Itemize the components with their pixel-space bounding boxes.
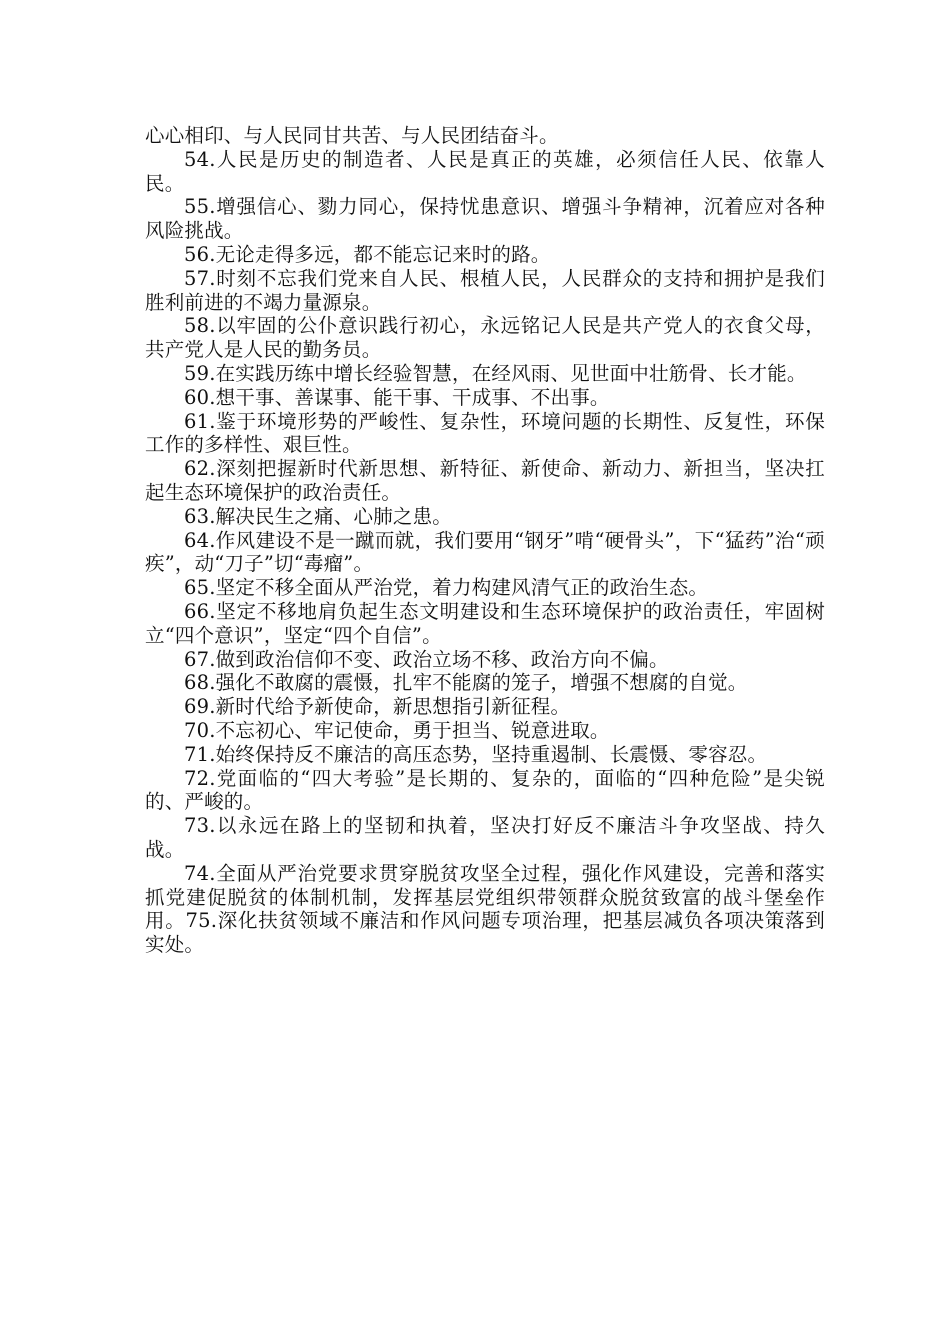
paragraph-74-75: 74.全面从严治党要求贯穿脱贫攻坚全过程，强化作风建设，完善和落实抓党建促脱贫的体制机制，发挥基层党组织带领群众脱贫致富的战斗堡垒作用。75.深化扶贫领域不廉洁和作风问题专项治理，把基层减负各项决策落到实处。 (145, 861, 825, 957)
paragraph-69: 69.新时代给予新使命，新思想指引新征程。 (184, 695, 571, 719)
paragraph-54: 54.人民是历史的制造者、人民是真正的英雄，必须信任人民、依靠人民。 (145, 147, 825, 195)
paragraph-55: 55.增强信心、勠力同心，保持忧患意识、增强斗争精神，沉着应对各种风险挑战。 (145, 195, 825, 243)
paragraph-73: 73.以永远在路上的坚韧和执着，坚决打好反不廉洁斗争攻坚战、持久战。 (145, 814, 825, 861)
paragraph-57: 57.时刻不忘我们党来自人民、根植人民，人民群众的支持和拥护是我们胜利前进的不竭力量源泉。 (145, 266, 825, 314)
document-body (145, 124, 825, 957)
paragraph-68: 68.强化不敢腐的震慑，扎牢不能腐的笼子，增强不想腐的自觉。 (184, 671, 748, 695)
paragraph-63: 63.解决民生之痛、心肺之患。 (184, 504, 453, 528)
paragraph-72: 72.党面临的“四大考验”是长期的、复杂的，面临的“四种危险”是尖锐的、严峻的。 (145, 766, 825, 814)
paragraph-71: 71.始终保持反不廉洁的高压态势，坚持重遏制、长震慑、零容忍。 (184, 742, 768, 766)
paragraph-59: 59.在实践历练中增长经验智慧，在经风雨、见世面中壮筋骨、长才能。 (184, 361, 807, 385)
paragraph-58: 58.以牢固的公仆意识践行初心，永远铭记人民是共产党人的衣食父母，共产党人是人民的勤务员。 (145, 314, 825, 362)
paragraph-64: 64.作风建设不是一蹴而就，我们要用“钢牙”啃“硬骨头”，下“猛药”治“顽疾”，动“刀子”切“毒瘤”。 (145, 528, 825, 576)
paragraph-61: 61.鉴于环境形势的严峻性、复杂性，环境问题的长期性、反复性，环保工作的多样性、艰巨性。 (145, 409, 825, 457)
paragraph-65: 65.坚定不移全面从严治党，着力构建风清气正的政治生态。 (184, 576, 709, 600)
paragraph-66: 66.坚定不移地肩负起生态文明建设和生态环境保护的政治责任，牢固树立“四个意识”，坚定“四个自信”。 (145, 599, 825, 647)
paragraph-70: 70.不忘初心、牢记使命，勇于担当、锐意进取。 (184, 718, 610, 742)
paragraph-continuation: 心心相印、与人民同甘共苦、与人民团结奋斗。 (145, 124, 559, 147)
paragraph-62: 62.深刻把握新时代新思想、新特征、新使命、新动力、新担当，坚决扛起生态环境保护的政治责任。 (145, 457, 825, 504)
paragraph-67: 67.做到政治信仰不变、政治立场不移、政治方向不偏。 (184, 647, 669, 671)
paragraph-56: 56.无论走得多远，都不能忘记来时的路。 (184, 242, 551, 266)
paragraph-60: 60.想干事、善谋事、能干事、干成事、不出事。 (184, 385, 610, 409)
